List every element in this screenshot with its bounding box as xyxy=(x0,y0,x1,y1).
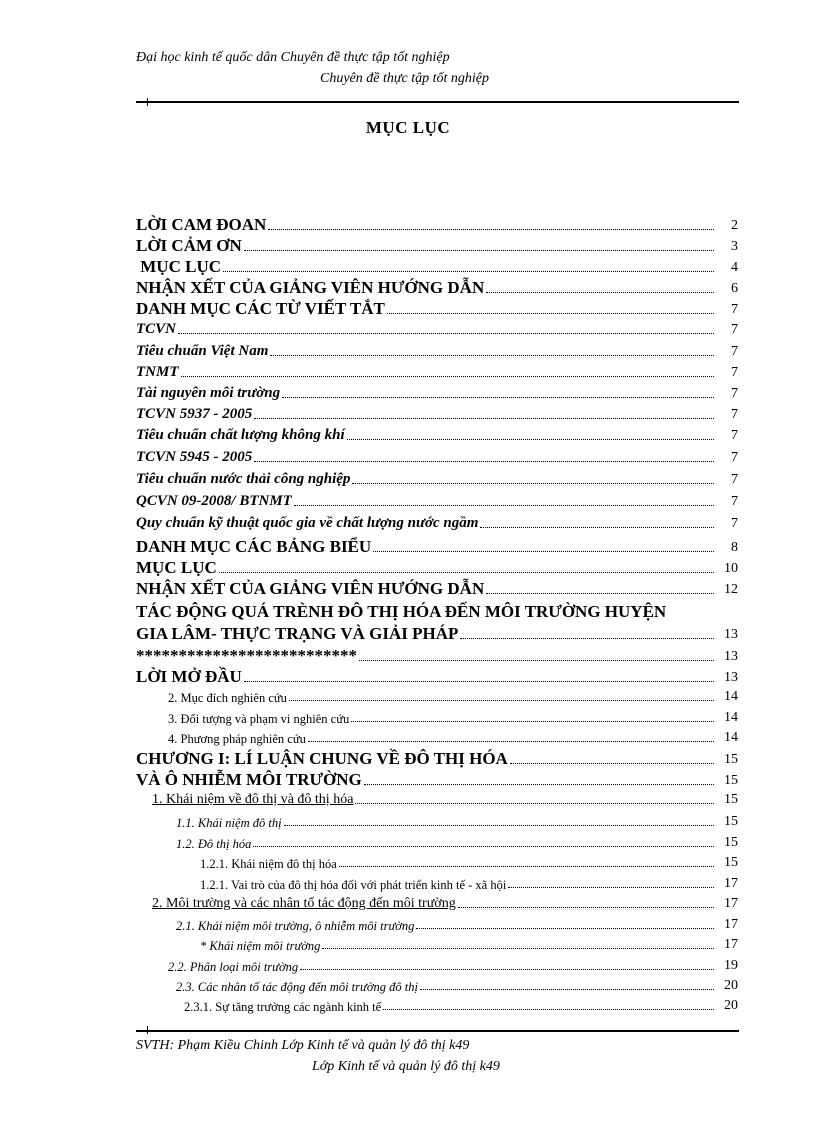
toc-entry-text: GIA LÂM- THỰC TRẠNG VÀ GIẢI PHÁP xyxy=(136,624,459,643)
toc-entry-text: 2.1. Khái niệm môi trường, ô nhiễm môi trường xyxy=(176,918,415,933)
toc-entry[interactable] xyxy=(176,836,738,850)
toc-entry-text: Tiêu chuẩn nước thải công nghiệp xyxy=(136,471,351,487)
toc-leader xyxy=(223,271,714,272)
toc-entry[interactable] xyxy=(136,559,738,576)
toc-entry[interactable] xyxy=(176,815,738,829)
toc-leader xyxy=(486,593,714,594)
toc-leader xyxy=(480,527,714,528)
toc-entry[interactable] xyxy=(136,494,738,509)
toc-entry-text: 2. Mục đích nghiên cứu xyxy=(168,690,287,705)
toc-entry[interactable] xyxy=(136,516,738,531)
toc-entry-text: 1.2.1. Khái niệm đô thị hóa xyxy=(200,856,337,871)
toc-entry[interactable] xyxy=(184,999,738,1013)
toc-entry[interactable] xyxy=(136,365,738,380)
toc-leader xyxy=(294,505,714,506)
toc-leader xyxy=(364,784,714,785)
toc-entry[interactable] xyxy=(168,731,738,745)
toc-entry[interactable] xyxy=(152,793,738,807)
toc-leader xyxy=(339,866,714,867)
toc-entry[interactable] xyxy=(136,237,738,254)
toc-entry-page: 7 xyxy=(731,428,738,443)
footer-rule-tick xyxy=(147,1026,148,1034)
toc-entry-text: 1.1. Khái niệm đô thị xyxy=(176,815,282,830)
toc-entry-page: 15 xyxy=(724,792,738,807)
toc-leader xyxy=(219,572,714,573)
toc-entry-text: 1. Khái niệm về đô thị và đô thị hóa xyxy=(152,792,354,807)
toc-entry-text: 2.2. Phân loại môi trường xyxy=(168,959,299,974)
toc-entry-page: 7 xyxy=(731,516,738,531)
toc-leader xyxy=(270,355,714,356)
toc-leader xyxy=(178,333,714,334)
toc-leader xyxy=(254,418,714,419)
toc-entry[interactable] xyxy=(200,877,738,891)
toc-entry[interactable] xyxy=(136,538,738,555)
toc-entry-text: 1.2.1. Vai trò của đô thị hóa đối với phát triển kinh tế - xã hội xyxy=(200,877,507,892)
toc-entry-page: 15 xyxy=(724,752,738,767)
toc-entry-page: 7 xyxy=(731,472,738,487)
toc-entry-text: Tiêu chuẩn Việt Nam xyxy=(136,343,269,359)
toc-entry-page: 7 xyxy=(731,407,738,422)
toc-leader xyxy=(355,803,714,804)
toc-entry-page: 2 xyxy=(731,218,738,233)
toc-entry[interactable] xyxy=(136,258,738,275)
toc-entry-text: TCVN xyxy=(136,321,177,337)
toc-entry-page: 7 xyxy=(731,302,738,317)
toc-leader xyxy=(351,721,714,722)
toc-entry[interactable] xyxy=(136,386,738,401)
toc-entry-text: 2.3. Các nhân tố tác động đến môi trường đô thị xyxy=(176,979,418,994)
toc-entry-text: DANH MỤC CÁC TỪ VIẾT TẮT xyxy=(136,299,385,318)
toc-entry-page: 4 xyxy=(731,260,738,275)
toc-entry-page: 15 xyxy=(724,814,738,829)
toc-entry-text: Quy chuẩn kỹ thuật quốc gia về chất lượng nước ngầm xyxy=(136,515,479,531)
toc-entry-text: CHƯƠNG I: LÍ LUẬN CHUNG VỀ ĐÔ THỊ HÓA xyxy=(136,749,508,768)
toc-leader xyxy=(244,681,714,682)
toc-entry[interactable] xyxy=(168,959,738,973)
toc-leader xyxy=(289,700,714,701)
toc-entry[interactable] xyxy=(136,472,738,487)
toc-entry-page: 7 xyxy=(731,386,738,401)
toc-entry[interactable] xyxy=(200,938,738,952)
toc-entry[interactable] xyxy=(136,344,738,359)
toc-entry-text: LỜI MỞ ĐẦU xyxy=(136,667,242,686)
toc-leader xyxy=(347,439,714,440)
toc-entry[interactable] xyxy=(136,322,738,337)
toc-leader xyxy=(244,250,714,251)
header-line-1: Đại học kinh tế quốc dân Chuyên đề thực tập tốt nghiệp xyxy=(136,50,450,65)
toc-leader xyxy=(308,741,714,742)
footer-line-1: SVTH: Phạm Kiều Chinh Lớp Kinh tế và quản lý đô thị k49 xyxy=(136,1038,470,1053)
toc-entry[interactable] xyxy=(168,711,738,725)
toc-entry-page: 19 xyxy=(724,958,738,973)
toc-leader xyxy=(510,763,714,764)
toc-entry-page: 13 xyxy=(724,670,738,685)
toc-leader xyxy=(359,660,714,661)
toc-entry-page: 17 xyxy=(724,876,738,891)
toc-leader xyxy=(300,969,714,970)
toc-entry-page: 13 xyxy=(724,649,738,664)
footer-rule xyxy=(136,1030,739,1032)
toc-entry-text: 4. Phương pháp nghiên cứu xyxy=(168,731,306,746)
page-title: MỤC LỤC xyxy=(365,118,451,137)
toc-entry-text: 2.3.1. Sự tăng trưởng các ngành kinh tế xyxy=(184,999,382,1014)
toc-leader xyxy=(253,846,714,847)
toc-entry-page: 7 xyxy=(731,322,738,337)
toc-entry[interactable] xyxy=(168,690,738,704)
toc-entry-text: DANH MỤC CÁC BẢNG BIỂU xyxy=(136,537,372,556)
toc-leader xyxy=(282,397,714,398)
toc-entry[interactable] xyxy=(136,428,738,443)
toc-entry[interactable] xyxy=(136,580,738,597)
toc-entry-page: 6 xyxy=(731,281,738,296)
toc-entry-page: 7 xyxy=(731,494,738,509)
toc-entry[interactable] xyxy=(200,856,738,870)
toc-entry-text: 1.2. Đô thị hóa xyxy=(176,836,252,851)
footer-line-2: Lớp Kinh tế và quản lý đô thị k49 xyxy=(312,1059,500,1074)
toc-entry-text: Tiêu chuẩn chất lượng không khí xyxy=(136,427,345,443)
toc-leader xyxy=(420,989,714,990)
toc-entry-text: NHẬN XẾT CỦA GIẢNG VIÊN HƯỚNG DẪN xyxy=(136,579,485,598)
toc-leader xyxy=(268,229,714,230)
toc-entry-page: 8 xyxy=(731,540,738,555)
toc-entry[interactable] xyxy=(136,750,738,767)
toc-leader xyxy=(181,376,715,377)
toc-entry-page: 15 xyxy=(724,855,738,870)
toc-entry[interactable] xyxy=(176,979,738,993)
toc-entry-page: 7 xyxy=(731,450,738,465)
toc-entry-text: MỤC LỤC xyxy=(136,558,217,577)
toc-entry-text: NHẬN XẾT CỦA GIẢNG VIÊN HƯỚNG DẪN xyxy=(136,278,485,297)
toc-entry-text: TCVN 5937 - 2005 xyxy=(136,406,253,422)
toc-leader xyxy=(387,313,714,314)
toc-leader xyxy=(508,887,714,888)
toc-entry-page: 17 xyxy=(724,937,738,952)
toc-entry[interactable] xyxy=(176,918,738,932)
toc-entry[interactable] xyxy=(136,771,738,788)
toc-leader xyxy=(383,1009,714,1010)
toc-entry[interactable] xyxy=(136,625,738,642)
toc-entry[interactable] xyxy=(136,450,738,465)
toc-entry-page: 7 xyxy=(731,365,738,380)
toc-entry-page: 20 xyxy=(724,978,738,993)
toc-entry-page: 14 xyxy=(724,710,738,725)
toc-entry-page: 17 xyxy=(724,917,738,932)
toc-entry-text: ************************** xyxy=(136,646,357,665)
toc-entry-page: 14 xyxy=(724,689,738,704)
toc-entry-text: LỜI CẢM ƠN xyxy=(136,236,242,255)
toc-entry[interactable] xyxy=(136,216,738,233)
toc-entry-text: 3. Đối tượng và phạm vi nghiên cứu xyxy=(168,711,350,726)
toc-entry-page: 20 xyxy=(724,998,738,1013)
toc-entry-page: 13 xyxy=(724,627,738,642)
toc-entry-text: LỜI CAM ĐOAN xyxy=(136,215,267,234)
toc-entry[interactable] xyxy=(136,300,738,317)
toc-leader xyxy=(352,483,714,484)
header-line-2: Chuyên đề thực tập tốt nghiệp xyxy=(320,71,489,86)
toc-leader xyxy=(254,461,714,462)
toc-entry-text: VÀ Ô NHIỄM MÔI TRƯỜNG xyxy=(136,770,362,789)
toc-entry-page: 3 xyxy=(731,239,738,254)
toc-entry-text: TÁC ĐỘNG QUÁ TRÈNH ĐÔ THỊ HÓA ĐẾN MÔI TRƯỜNG HUYỆN xyxy=(136,602,667,621)
toc-entry-text: * Khái niệm môi trường xyxy=(200,938,321,953)
toc-entry-text: MỤC LỤC xyxy=(136,257,221,276)
toc-entry-text: 2. Môi trường và các nhân tố tác động đến môi trường xyxy=(152,896,456,911)
toc-entry-text: Tài nguyên môi trường xyxy=(136,385,281,401)
toc-leader xyxy=(284,825,714,826)
toc-entry-text: TCVN 5945 - 2005 xyxy=(136,449,253,465)
toc-entry-page: 12 xyxy=(724,582,738,597)
toc-entry[interactable] xyxy=(152,897,738,911)
toc-entry-text: TNMT xyxy=(136,364,179,380)
toc-leader xyxy=(322,948,714,949)
toc-entry-heading[interactable] xyxy=(136,603,738,620)
toc-entry-page: 17 xyxy=(724,896,738,911)
toc-leader xyxy=(460,638,714,639)
toc-entry-page: 10 xyxy=(724,561,738,576)
toc-leader xyxy=(458,907,714,908)
toc-entry[interactable] xyxy=(136,407,738,422)
toc-entry-page: 14 xyxy=(724,730,738,745)
toc-entry-page: 7 xyxy=(731,344,738,359)
toc-leader xyxy=(416,928,714,929)
toc-entry[interactable] xyxy=(136,647,738,664)
toc-entry[interactable] xyxy=(136,279,738,296)
toc-leader xyxy=(373,551,714,552)
toc-leader xyxy=(486,292,714,293)
toc-entry-page: 15 xyxy=(724,773,738,788)
toc-entry-page: 15 xyxy=(724,835,738,850)
toc-entry-text: QCVN 09-2008/ BTNMT xyxy=(136,493,292,509)
toc-entry[interactable] xyxy=(136,668,738,685)
